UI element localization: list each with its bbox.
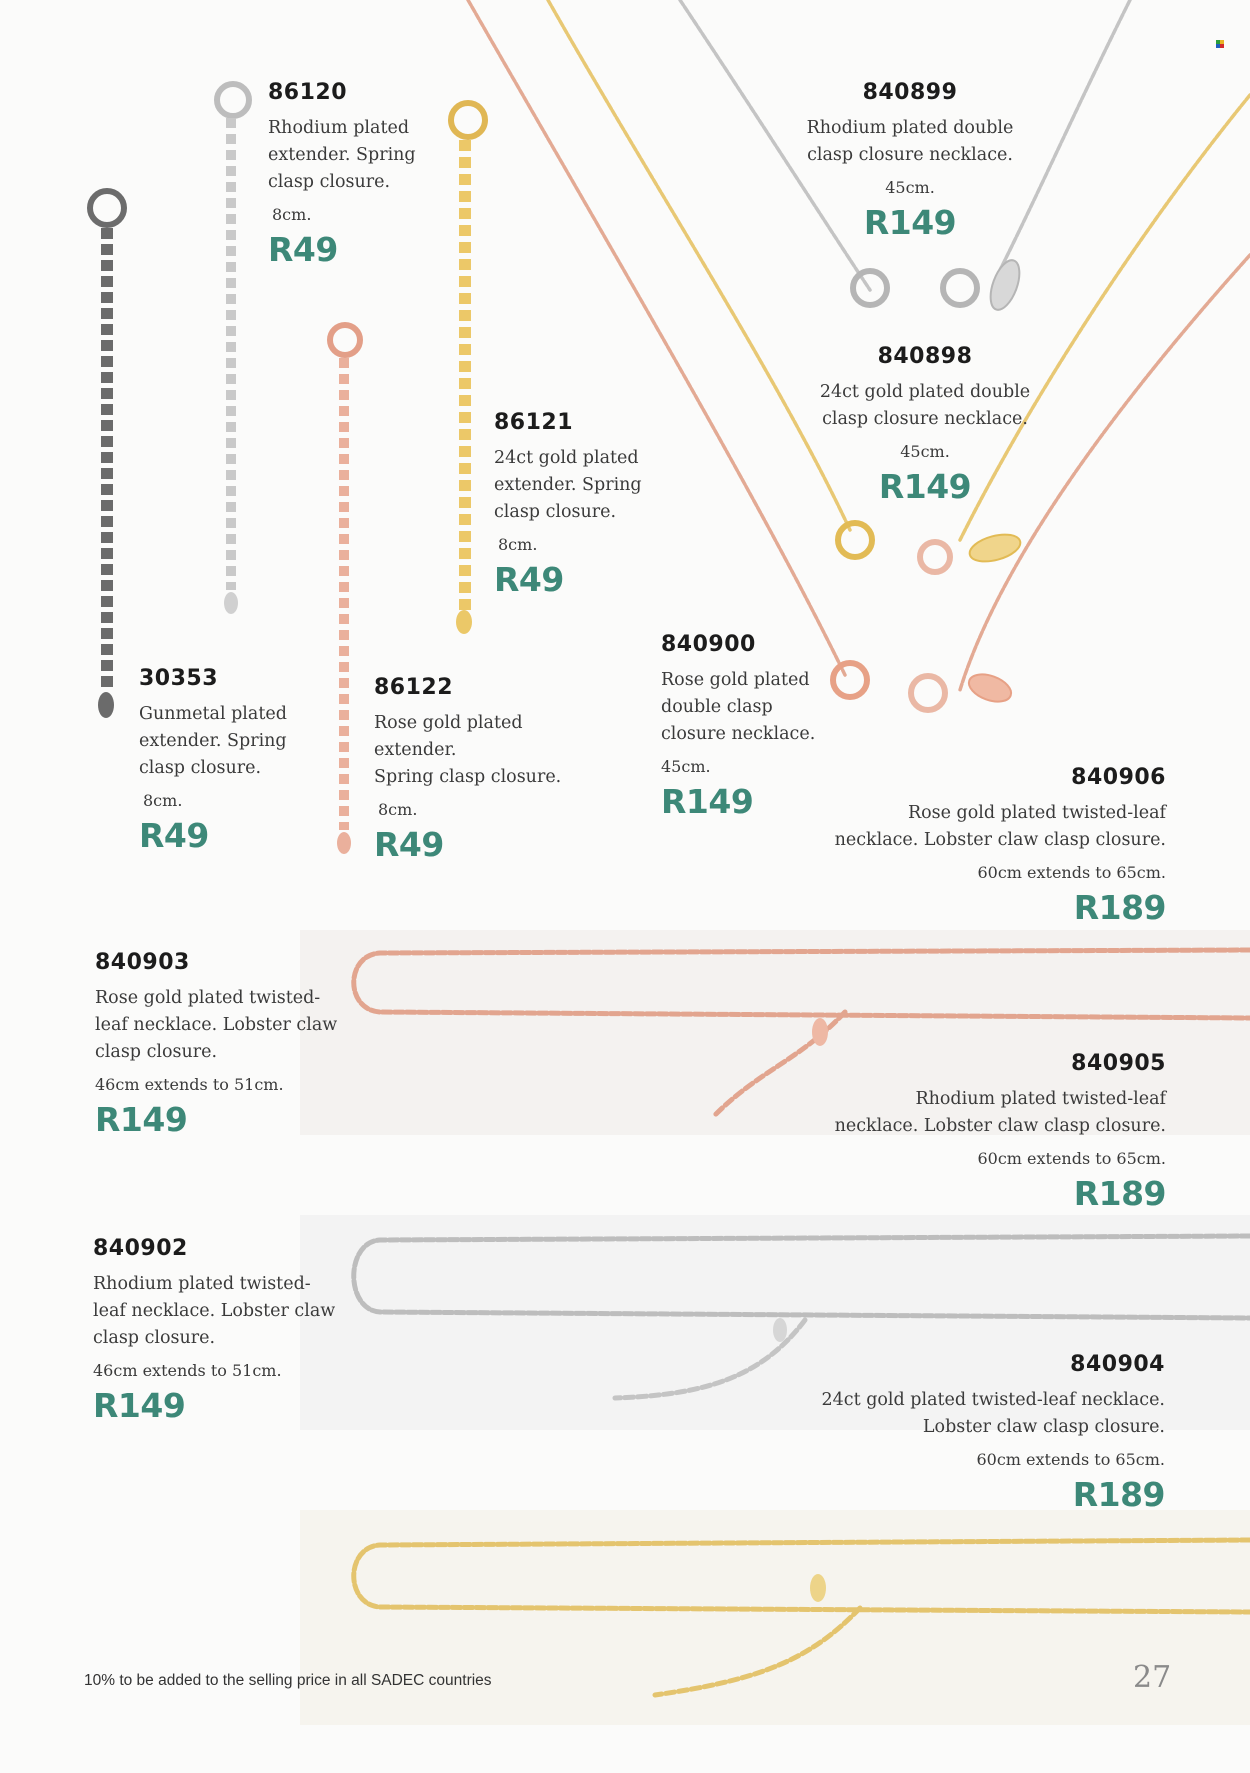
tag-840903	[812, 1018, 828, 1046]
product-code: 840906	[1071, 765, 1166, 790]
tag-840898	[967, 530, 1023, 567]
product-code: 840898	[877, 344, 973, 369]
product-description: Rose gold plated extender. Spring clasp closure.	[374, 713, 562, 787]
product-code: 86122	[374, 675, 454, 700]
product-price: R149	[95, 1100, 188, 1139]
product-840903	[95, 950, 337, 1139]
product-840905	[780, 1051, 1166, 1213]
product-code: 840899	[862, 80, 958, 105]
product-30353	[139, 666, 287, 855]
product-description: 24ct gold plated twisted-leaf necklace. Lobster claw clasp closure.	[821, 1390, 1165, 1437]
product-840904	[780, 1352, 1165, 1514]
product-price: R149	[878, 467, 972, 506]
tag-840900	[965, 669, 1015, 707]
product-description: Rhodium plated extender. Spring clasp closure.	[268, 118, 416, 192]
product-size: 45cm.	[900, 442, 950, 461]
product-description: Gunmetal plated extender. Spring clasp closure.	[139, 704, 287, 778]
product-code: 86120	[268, 80, 348, 105]
product-code: 840903	[95, 950, 190, 975]
product-price: R49	[139, 816, 209, 855]
product-description: Rose gold plated twisted-leaf necklace. Lobster claw clasp closure.	[834, 803, 1166, 850]
tag-840899	[985, 256, 1025, 313]
tag-840904	[810, 1574, 826, 1602]
product-size: 8cm.	[378, 800, 418, 819]
tag-840902	[773, 1318, 787, 1342]
product-price: R49	[494, 560, 564, 599]
clasp-840898-b	[920, 542, 950, 572]
product-description: 24ct gold plated extender. Spring clasp closure.	[494, 448, 642, 522]
product-code: 840900	[661, 632, 756, 657]
page-number: 27	[1133, 1660, 1172, 1695]
product-86122	[374, 675, 561, 864]
ring-86122	[330, 325, 360, 355]
drop-86120	[224, 592, 238, 614]
product-price: R49	[268, 230, 338, 269]
product-86121	[494, 410, 642, 599]
product-description: Rhodium plated double clasp closure necklace.	[806, 118, 1014, 165]
product-840902	[93, 1236, 335, 1425]
clasp-840900-a	[833, 663, 867, 697]
product-size: 60cm extends to 65cm.	[977, 863, 1166, 882]
product-price: R149	[661, 782, 754, 821]
product-price: R149	[93, 1386, 186, 1425]
product-code: 840902	[93, 1236, 188, 1261]
product-code: 30353	[139, 666, 219, 691]
clasp-840899-b	[943, 271, 977, 305]
product-code: 840904	[1070, 1352, 1165, 1377]
product-price: R49	[374, 825, 444, 864]
product-840898	[800, 344, 1050, 506]
product-size: 45cm.	[661, 757, 711, 776]
product-840899	[790, 80, 1030, 242]
product-description: Rose gold plated double clasp closure necklace.	[661, 670, 816, 744]
product-size: 8cm.	[498, 535, 538, 554]
product-description: Rhodium plated twisted-leaf necklace. Lobster claw clasp closure.	[834, 1089, 1166, 1136]
product-size: 45cm.	[885, 178, 935, 197]
product-description: Rose gold plated twisted- leaf necklace. Lobster claw clasp closure.	[95, 988, 338, 1062]
product-price: R189	[1073, 888, 1166, 927]
product-size: 8cm.	[272, 205, 312, 224]
product-840906	[780, 765, 1166, 927]
product-size: 46cm extends to 51cm.	[93, 1361, 282, 1380]
ring-30353	[90, 191, 124, 225]
product-description: Rhodium plated twisted- leaf necklace. Lobster claw clasp closure.	[93, 1274, 336, 1348]
ring-86121	[451, 103, 485, 137]
brand-logo-icon	[1216, 35, 1224, 43]
drop-86122	[337, 832, 351, 854]
product-size: 60cm extends to 65cm.	[977, 1149, 1166, 1168]
footnote: 10% to be added to the selling price in all SADEC countries	[84, 1672, 492, 1689]
drop-30353	[98, 692, 114, 718]
clasp-840898-a	[838, 523, 872, 557]
clasp-840900-b	[911, 676, 945, 710]
product-code: 86121	[494, 410, 574, 435]
ring-86120	[217, 84, 249, 116]
product-86120	[268, 80, 416, 269]
product-price: R189	[1072, 1475, 1165, 1514]
product-size: 46cm extends to 51cm.	[95, 1075, 284, 1094]
product-description: 24ct gold plated double clasp closure necklace.	[819, 382, 1031, 429]
product-price: R189	[1073, 1174, 1166, 1213]
product-code: 840905	[1071, 1051, 1166, 1076]
drop-86121	[456, 610, 472, 634]
product-price: R149	[863, 203, 957, 242]
product-size: 60cm extends to 65cm.	[976, 1450, 1165, 1469]
product-size: 8cm.	[143, 791, 183, 810]
